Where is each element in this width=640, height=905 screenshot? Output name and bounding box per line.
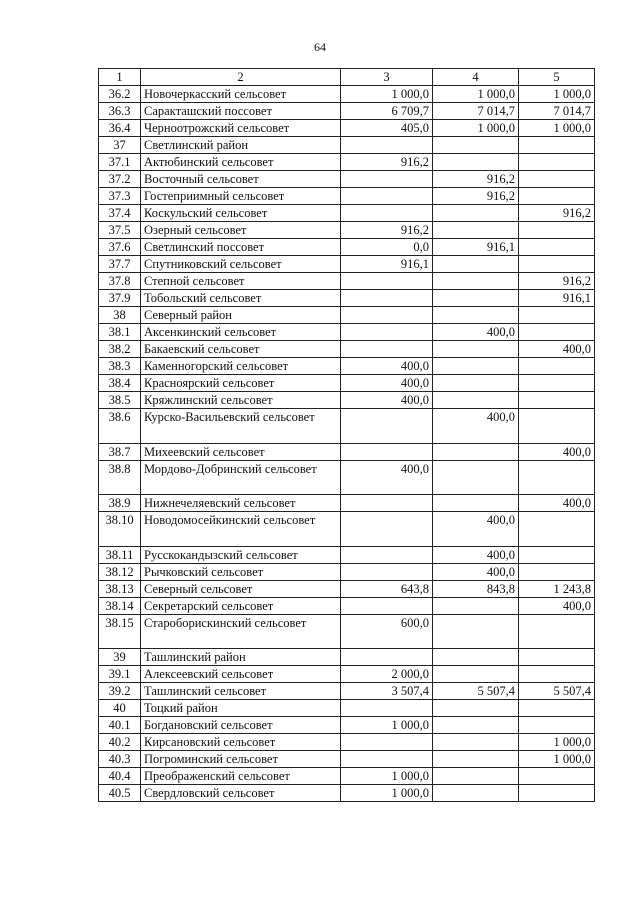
column-5-value-cell: 1 000,0 [519,86,595,103]
table-row [99,785,595,802]
column-5-value-cell [519,307,595,324]
column-4-value-cell [433,222,519,239]
column-3-value-cell: 600,0 [341,614,433,649]
table-row [99,614,595,649]
municipality-name-cell: Нижнечеляевский сельсовет [141,495,341,512]
column-5-value-cell [519,649,595,666]
page-number: 64 [314,40,326,54]
column-3-value-cell [341,597,433,614]
column-4-value-cell [433,443,519,460]
municipality-name-cell: Гостеприимный сельсовет [141,188,341,205]
column-3-value-cell [341,307,433,324]
row-number-cell: 38.8 [99,460,141,495]
column-3-value-cell: 643,8 [341,580,433,597]
row-number-cell: 37.8 [99,273,141,290]
municipality-name-cell: Курско-Васильевский сельсовет [141,409,341,444]
column-5-value-cell [519,785,595,802]
municipality-name-cell: Новочеркасский сельсовет [141,86,341,103]
column-5-value-cell [519,222,595,239]
table-row [99,273,595,290]
municipality-name-cell: Саракташский поссовет [141,103,341,120]
table-row [99,290,595,307]
table-row [99,222,595,239]
row-number-cell: 38.6 [99,409,141,444]
column-3-value-cell [341,324,433,341]
table-row [99,460,595,495]
municipality-name-cell: Красноярский сельсовет [141,375,341,392]
municipality-name-cell: Черноотрожский сельсовет [141,120,341,137]
column-5-value-cell [519,717,595,734]
column-5-value-cell [519,154,595,171]
column-5-value-cell: 400,0 [519,597,595,614]
column-3-value-cell [341,751,433,768]
table-row [99,256,595,273]
column-4-value-cell [433,460,519,495]
row-number-cell: 37.1 [99,154,141,171]
column-5-value-cell [519,614,595,649]
column-4-value-cell [433,649,519,666]
column-3-value-cell [341,205,433,222]
column-5-value-cell [519,666,595,683]
column-5-value-cell: 400,0 [519,341,595,358]
column-4-value-cell [433,734,519,751]
municipality-name-cell: Погроминский сельсовет [141,751,341,768]
row-number-cell: 38.1 [99,324,141,341]
column-5-value-cell: 1 243,8 [519,580,595,597]
column-5-value-cell [519,768,595,785]
column-3-value-cell: 3 507,4 [341,683,433,700]
table-body [99,69,595,802]
row-number-cell: 38.13 [99,580,141,597]
table-row [99,717,595,734]
column-3-value-cell [341,734,433,751]
column-3-value-cell: 916,1 [341,256,433,273]
table-row [99,392,595,409]
municipality-name-cell: Аксенкинский сельсовет [141,324,341,341]
column-4-value-cell [433,137,519,154]
column-3-value-cell: 400,0 [341,358,433,375]
column-3-value-cell [341,649,433,666]
table-row [99,563,595,580]
municipality-name-cell: Преображенский сельсовет [141,768,341,785]
row-number-cell: 39 [99,649,141,666]
municipality-name-cell: Русскокандызский сельсовет [141,546,341,563]
column-4-value-cell: 7 014,7 [433,103,519,120]
row-number-cell: 40.1 [99,717,141,734]
municipality-name-cell: Бакаевский сельсовет [141,341,341,358]
municipality-name-cell: Спутниковский сельсовет [141,256,341,273]
table-row [99,188,595,205]
row-number-cell: 37 [99,137,141,154]
column-5-value-cell [519,700,595,717]
municipality-name-cell: Свердловский сельсовет [141,785,341,802]
table-row [99,666,595,683]
column-4-value-cell: 400,0 [433,546,519,563]
row-number-cell: 38.15 [99,614,141,649]
column-header: 2 [141,69,341,86]
table-row [99,120,595,137]
municipality-name-cell: Мордово-Добринский сельсовет [141,460,341,495]
table-row [99,768,595,785]
municipality-name-cell: Восточный сельсовет [141,171,341,188]
column-3-value-cell [341,495,433,512]
column-3-value-cell: 1 000,0 [341,717,433,734]
table-row [99,700,595,717]
table-row [99,495,595,512]
column-5-value-cell [519,460,595,495]
column-4-value-cell [433,597,519,614]
column-4-value-cell [433,307,519,324]
row-number-cell: 38.2 [99,341,141,358]
table-row [99,375,595,392]
table-row [99,358,595,375]
column-4-value-cell [433,768,519,785]
column-4-value-cell: 400,0 [433,512,519,547]
column-3-value-cell [341,700,433,717]
row-number-cell: 37.7 [99,256,141,273]
column-5-value-cell [519,358,595,375]
column-3-value-cell: 1 000,0 [341,785,433,802]
column-number-header-row [99,69,595,86]
table-row [99,597,595,614]
municipality-name-cell: Актюбинский сельсовет [141,154,341,171]
column-5-value-cell: 1 000,0 [519,751,595,768]
table-row [99,103,595,120]
column-3-value-cell [341,273,433,290]
column-4-value-cell [433,290,519,307]
column-3-value-cell: 916,2 [341,222,433,239]
table-row [99,341,595,358]
column-5-value-cell [519,392,595,409]
table-row [99,683,595,700]
column-5-value-cell [519,324,595,341]
column-5-value-cell [519,512,595,547]
municipality-name-cell: Ташлинский сельсовет [141,683,341,700]
column-5-value-cell [519,239,595,256]
municipality-name-cell: Северный сельсовет [141,580,341,597]
column-3-value-cell: 400,0 [341,375,433,392]
table-row [99,86,595,103]
table-row [99,307,595,324]
column-5-value-cell: 916,2 [519,205,595,222]
table-row [99,751,595,768]
column-4-value-cell [433,717,519,734]
column-3-value-cell [341,546,433,563]
column-3-value-cell [341,137,433,154]
municipality-name-cell: Тобольский сельсовет [141,290,341,307]
column-5-value-cell [519,375,595,392]
column-5-value-cell: 1 000,0 [519,120,595,137]
column-3-value-cell: 0,0 [341,239,433,256]
municipality-name-cell: Богдановский сельсовет [141,717,341,734]
column-4-value-cell: 916,2 [433,171,519,188]
column-4-value-cell [433,375,519,392]
column-4-value-cell [433,751,519,768]
row-number-cell: 39.2 [99,683,141,700]
column-4-value-cell [433,666,519,683]
row-number-cell: 40.2 [99,734,141,751]
table-row [99,734,595,751]
row-number-cell: 40.5 [99,785,141,802]
municipality-name-cell: Светлинский поссовет [141,239,341,256]
municipality-name-cell: Новодомосейкинский сельсовет [141,512,341,547]
column-5-value-cell: 7 014,7 [519,103,595,120]
column-3-value-cell [341,290,433,307]
municipality-name-cell: Кирсановский сельсовет [141,734,341,751]
column-3-value-cell [341,443,433,460]
municipality-name-cell: Светлинский район [141,137,341,154]
column-5-value-cell [519,563,595,580]
table-row [99,649,595,666]
column-3-value-cell: 405,0 [341,120,433,137]
column-4-value-cell [433,495,519,512]
municipality-name-cell: Секретарский сельсовет [141,597,341,614]
table-row [99,205,595,222]
column-4-value-cell [433,700,519,717]
column-4-value-cell: 1 000,0 [433,86,519,103]
column-3-value-cell: 400,0 [341,460,433,495]
column-4-value-cell: 1 000,0 [433,120,519,137]
row-number-cell: 38.11 [99,546,141,563]
column-3-value-cell: 916,2 [341,154,433,171]
municipality-name-cell: Северный район [141,307,341,324]
row-number-cell: 40.4 [99,768,141,785]
column-3-value-cell [341,409,433,444]
row-number-cell: 37.2 [99,171,141,188]
row-number-cell: 37.4 [99,205,141,222]
column-3-value-cell: 2 000,0 [341,666,433,683]
budget-table [98,68,595,802]
column-3-value-cell: 1 000,0 [341,86,433,103]
column-4-value-cell [433,256,519,273]
column-4-value-cell [433,205,519,222]
table-row [99,409,595,444]
column-5-value-cell: 916,2 [519,273,595,290]
row-number-cell: 40.3 [99,751,141,768]
column-5-value-cell [519,256,595,273]
column-5-value-cell [519,171,595,188]
municipality-name-cell: Тоцкий район [141,700,341,717]
column-5-value-cell: 400,0 [519,495,595,512]
table-row [99,154,595,171]
row-number-cell: 39.1 [99,666,141,683]
row-number-cell: 37.5 [99,222,141,239]
row-number-cell: 38.3 [99,358,141,375]
table-row [99,580,595,597]
table-row [99,171,595,188]
column-4-value-cell [433,614,519,649]
row-number-cell: 38 [99,307,141,324]
column-3-value-cell: 6 709,7 [341,103,433,120]
column-5-value-cell: 1 000,0 [519,734,595,751]
column-4-value-cell: 400,0 [433,409,519,444]
column-header: 5 [519,69,595,86]
column-4-value-cell [433,273,519,290]
table-row [99,137,595,154]
row-number-cell: 38.7 [99,443,141,460]
row-number-cell: 36.2 [99,86,141,103]
municipality-name-cell: Рычковский сельсовет [141,563,341,580]
municipality-name-cell: Степной сельсовет [141,273,341,290]
table-row [99,546,595,563]
row-number-cell: 37.3 [99,188,141,205]
municipality-name-cell: Староборискинский сельсовет [141,614,341,649]
row-number-cell: 37.9 [99,290,141,307]
column-5-value-cell: 5 507,4 [519,683,595,700]
column-3-value-cell [341,341,433,358]
column-4-value-cell: 843,8 [433,580,519,597]
municipality-name-cell: Каменногорский сельсовет [141,358,341,375]
row-number-cell: 38.5 [99,392,141,409]
column-5-value-cell: 916,1 [519,290,595,307]
column-header: 4 [433,69,519,86]
column-3-value-cell [341,563,433,580]
column-5-value-cell [519,137,595,154]
column-4-value-cell: 400,0 [433,563,519,580]
column-3-value-cell: 400,0 [341,392,433,409]
column-4-value-cell [433,341,519,358]
municipality-name-cell: Ташлинский район [141,649,341,666]
column-header: 1 [99,69,141,86]
municipality-name-cell: Кряжлинский сельсовет [141,392,341,409]
row-number-cell: 37.6 [99,239,141,256]
municipality-name-cell: Михеевский сельсовет [141,443,341,460]
municipality-name-cell: Коскульский сельсовет [141,205,341,222]
municipality-name-cell: Алексеевский сельсовет [141,666,341,683]
table-row [99,443,595,460]
column-5-value-cell [519,546,595,563]
table-row [99,239,595,256]
row-number-cell: 38.10 [99,512,141,547]
column-4-value-cell [433,785,519,802]
municipality-name-cell: Озерный сельсовет [141,222,341,239]
column-4-value-cell: 916,1 [433,239,519,256]
column-4-value-cell [433,358,519,375]
column-3-value-cell [341,512,433,547]
column-3-value-cell [341,188,433,205]
column-5-value-cell [519,409,595,444]
column-5-value-cell [519,188,595,205]
column-3-value-cell: 1 000,0 [341,768,433,785]
column-header: 3 [341,69,433,86]
table-row [99,512,595,547]
row-number-cell: 38.4 [99,375,141,392]
column-4-value-cell [433,392,519,409]
column-4-value-cell [433,154,519,171]
row-number-cell: 36.3 [99,103,141,120]
column-4-value-cell: 400,0 [433,324,519,341]
row-number-cell: 38.14 [99,597,141,614]
table-row [99,324,595,341]
column-3-value-cell [341,171,433,188]
row-number-cell: 36.4 [99,120,141,137]
column-4-value-cell: 916,2 [433,188,519,205]
column-4-value-cell: 5 507,4 [433,683,519,700]
row-number-cell: 38.12 [99,563,141,580]
row-number-cell: 40 [99,700,141,717]
row-number-cell: 38.9 [99,495,141,512]
column-5-value-cell: 400,0 [519,443,595,460]
